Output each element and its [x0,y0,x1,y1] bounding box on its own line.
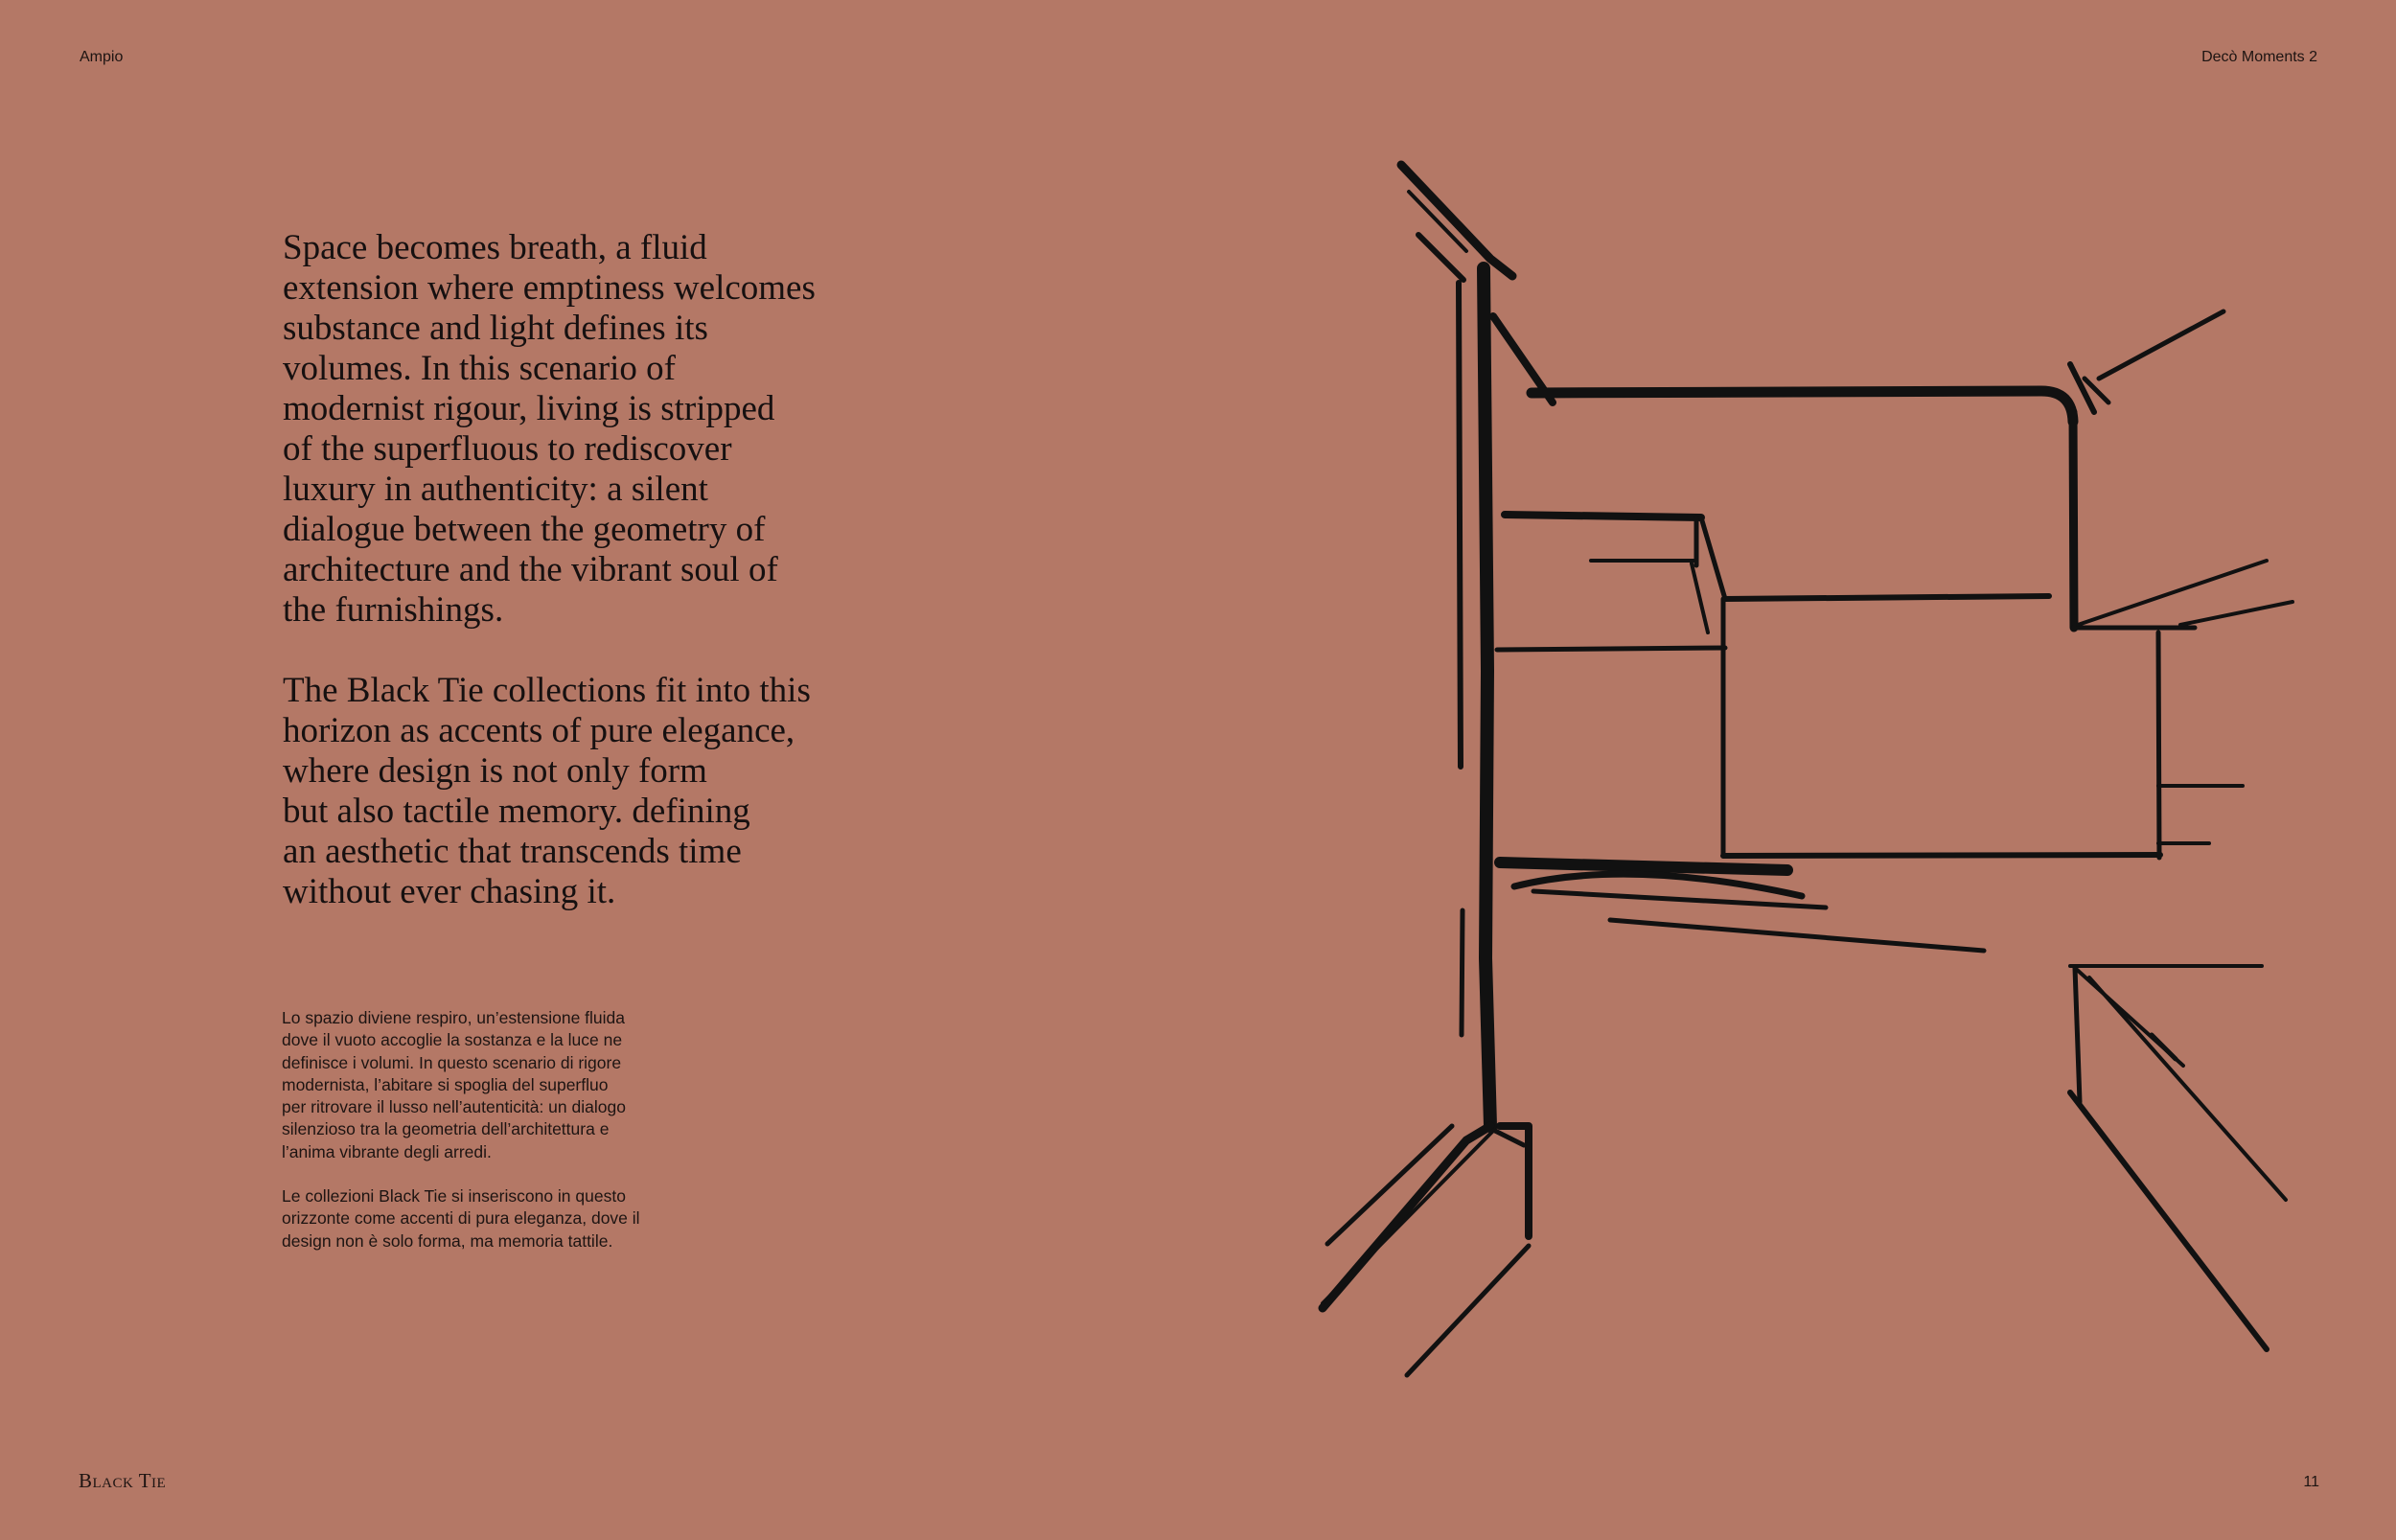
header-publication-title: Decò Moments 2 [2201,49,2317,65]
footer-brand-name: Black Tie [79,1469,167,1492]
italian-paragraph-1: Lo spazio diviene respiro, un’estensione fluida dove il vuoto accoglie la sostanza e la luce ne definisce i volumi. In questo scenario di rigore modernista, l’abitare si spoglia del superfluo per ritrovare il lusso nell’autenticità: un dialogo silenzioso tra la geometria dell’architettura e l’anima vibrante degli arredi. [282,1008,626,1161]
english-body-text [283,228,896,912]
page-number: 11 [2303,1474,2319,1490]
english-paragraph-2: The Black Tie collections fit into this horizon as accents of pure elegance, where design is not only form but also tactile memory. defining an aesthetic that transcends time without ever chasing it. [283,671,811,911]
italian-paragraph-2: Le collezioni Black Tie si inseriscono in questo orizzonte come accenti di pura eleganza, dove il design non è solo forma, ma memoria tattile. [282,1186,640,1251]
architectural-sketch-illustration [1303,153,2319,1399]
italian-body-text [282,1007,723,1253]
header-section-label: Ampio [80,49,124,65]
english-paragraph-1: Space becomes breath, a fluid extension where emptiness welcomes substance and light defines its volumes. In this scenario of modernist rigour, living is stripped of the superfluous to rediscover luxury in authenticity: a silent dialogue between the geometry of architecture and the vibrant soul of the furnishings. [283,228,816,630]
